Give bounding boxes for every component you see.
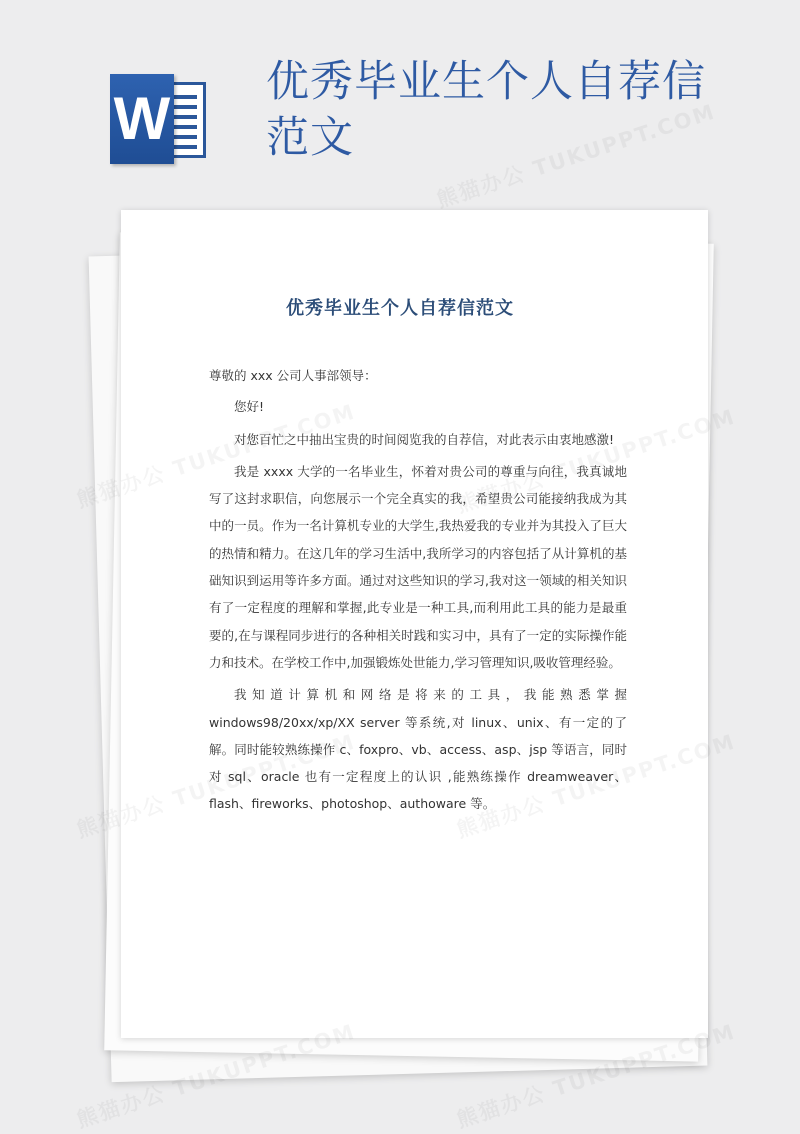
paragraph: 我知道计算机和网络是将来的工具，我能熟悉掌握 windows98/20xx/xp/XX server 等系统,对 linux、unix、有一定的了解。同时能较熟练操作 c、foxpro、vb、access、asp、jsp 等语言，同时对 sql、oracle 也有一定程度上的认识 ,能熟练操作 dreamweaver、flash、fireworks、photoshop、authoware 等。 xyxy=(209,687,627,812)
paragraph: 我是 xxxx 大学的一名毕业生，怀着对贵公司的尊重与向往，我真诚地写了这封求职信，向您展示一个完全真实的我，希望贵公司能接纳我成为其中的一员。作为一名计算机专业的大学生,我热爱我的专业并为其投入了巨大的热情和精力。在这几年的学习生活中,我所学习的内容包括了从计算机的基础知识到运用等许多方面。通过对这些知识的学习,我对这一领域的相关知识有了一定程度的理解和掌握,此专业是一种工具,而利用此工具的能力是最重要的,在与课程同步进行的各种相关时践和实习中，具有了一定的实际操作能力和技术。在学校工作中,加强锻炼处世能力,学习管理知识,吸收管理经验。 xyxy=(209,463,627,670)
salutation: 尊敬的 xxx 公司人事部领导： xyxy=(209,368,377,383)
word-badge-letter: W xyxy=(113,85,171,152)
greeting: 您好! xyxy=(234,399,265,415)
document-body xyxy=(209,362,627,823)
page-title: 优秀毕业生个人自荐信范文 xyxy=(266,57,706,163)
word-document-icon xyxy=(110,74,212,164)
document-title: 优秀毕业生个人自荐信范文 xyxy=(286,298,514,319)
word-badge xyxy=(110,74,174,164)
paragraph: 对您百忙之中抽出宝贵的时间阅览我的自荐信，对此表示由衷地感激! xyxy=(234,431,615,447)
